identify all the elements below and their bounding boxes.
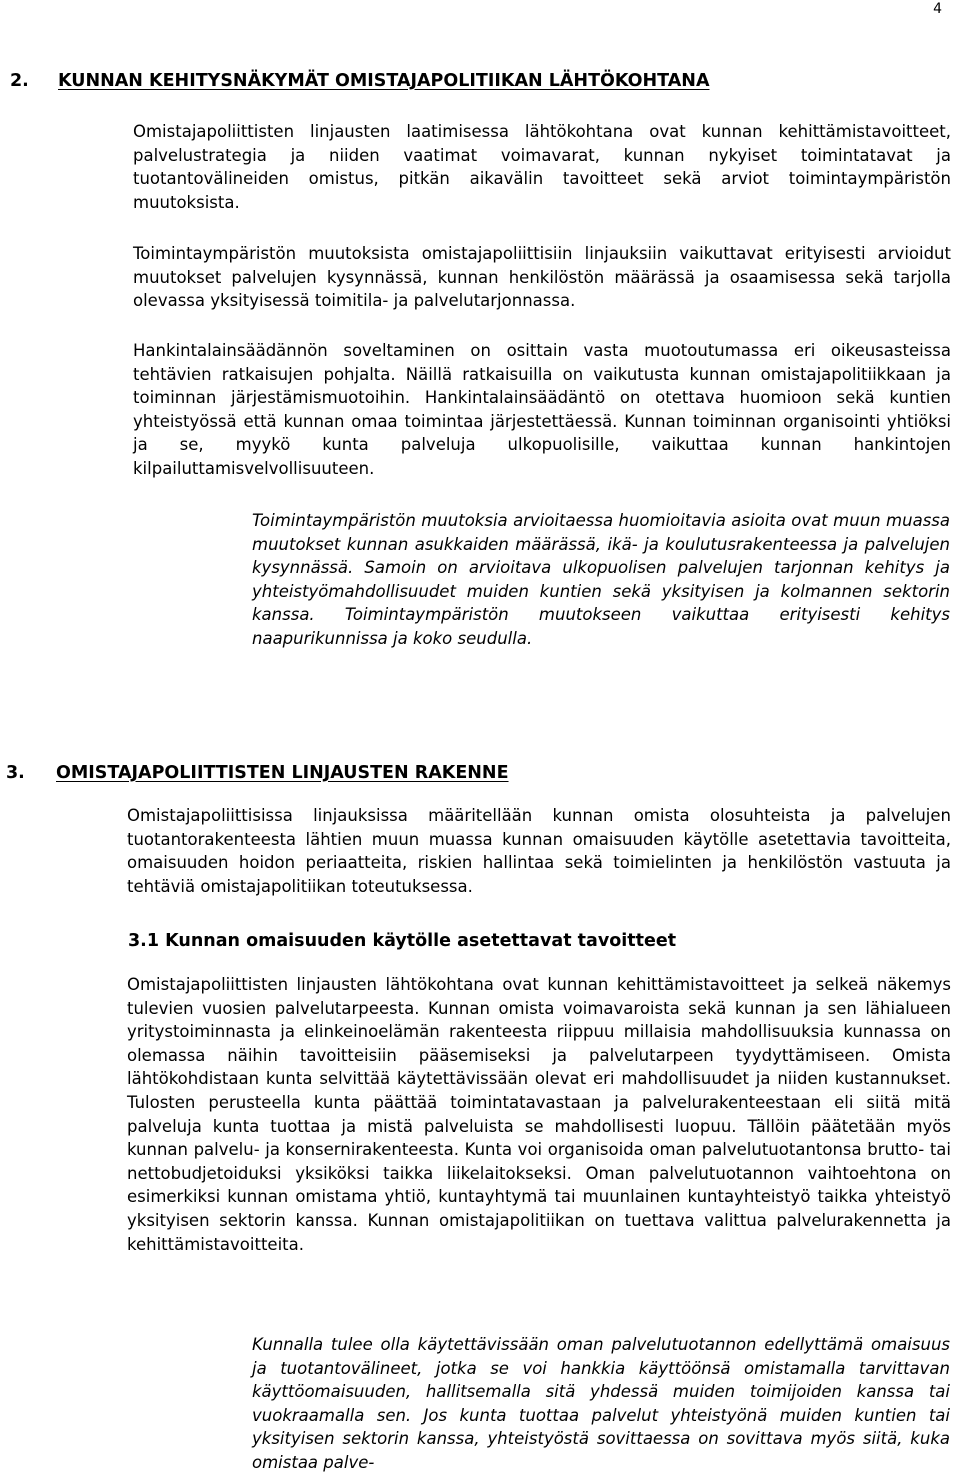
- section-2-paragraph-2: Toimintaympäristön muutoksista omistajapoliittisiin linjauksiin vaikuttavat erityisesti arvioidut muutokset palvelujen kysynnässä, kunnan henkilöstön määrässä ja osaamisessa sekä tarjolla olevassa yksityisessä toimitila- ja palvelutarjonnassa.: [133, 244, 951, 311]
- section-2-number: 2.: [10, 71, 29, 91]
- section-3-1-italic-paragraph: Kunnalla tulee olla käytettävissään oman palvelutuotannon edellyttämä omaisuus ja tuotantovälineet, jotka se voi hankkia käyttöönsä omistamalla tarvittavan käyttöomaisuuden, hallitsemalla sitä yhdessä muiden toimijoiden kanssa tai vuokraamalla sen. Jos kunta tuottaa palvelut yhteistyönä muiden kuntien tai yksityisen sektorin kanssa, yhteistyöstä sovittaessa on sovittava myös siitä, kuka omistaa palve-: [252, 1335, 950, 1472]
- section-3-1-title: Kunnan omaisuuden käytölle asetettavat tavoitteet: [165, 931, 677, 951]
- section-3-heading: [0, 762, 509, 784]
- section-3-number: 3.: [6, 763, 25, 783]
- page-number: 4: [933, 1, 942, 17]
- section-3-1-paragraph: Omistajapoliittisten linjausten lähtökohtana ovat kunnan kehittämistavoitteet ja selkeä näkemys tulevien vuosien palvelutarpeesta. Kunnan omista voimavaroista sekä kunnan ja sen lähialueen yritystoiminnasta ja elinkeinoelämän rakenteesta riippuu millaisia mahdollisuuksia kunnassa on olemassa näihin tavoitteisiin pääsemiseksi ja palvelutarpeen tyydyttämiseen. Omista lähtökohdistaan kunta selvittää käytettävissään olevat eri mahdollisuudet ja niiden kustannukset. Tulosten perusteella kunta päättää toimintatavastaan ja palvelurakenteestaan eli siitä mitä palveluja kunta tuottaa ja mistä palveluista se mahdollisesti luopuu. Tällöin päätetään myös kunnan palvelu- ja konsernirakenteesta. Kunta voi organisoida oman palvelutuotantonsa brutto- tai nettobudjetoiduksi yksiköksi taikka liikelaitokseksi. Oman palvelutuotannon vaihtoehtona on esimerkiksi kunnan omistama yhtiö, kuntayhtymä tai muunlainen kuntayhteistyö taikka yhteistyö yksityisen sektorin kanssa. Kunnan omistajapolitiikan on tuettava valittua palvelurakennetta ja kehittämistavoitteita.: [127, 975, 951, 1254]
- section-2-paragraph-1: Omistajapoliittisten linjausten laatimisessa lähtökohtana ovat kunnan kehittämistavoitteet, palvelustrategia ja niiden vaatimat voimavarat, kunnan nykyiset toimintatavat ja tuotantovälineiden omistus, pitkän aikavälin tavoitteet sekä arviot toimintaympäristön muutoksista.: [133, 122, 951, 212]
- section-2-heading: [0, 70, 710, 92]
- section-2-italic-paragraph: Toimintaympäristön muutoksia arvioitaessa huomioitavia asioita ovat muun muassa muutokset kunnan asukkaiden määrässä, ikä- ja koulutusrakenteessa ja palvelujen kysynnässä. Samoin on arvioitava ulkopuolisen palvelujen tarjonnan kehitys ja yhteistyömahdollisuudet muiden kuntien sekä yksityisen ja kolmannen sektorin kanssa. Toimintaympäristön muutokseen vaikuttaa erityisesti kehitys naapurikunnissa ja koko seudulla.: [252, 511, 950, 648]
- section-2-title: KUNNAN KEHITYSNÄKYMÄT OMISTAJAPOLITIIKAN LÄHTÖKOHTANA: [58, 71, 710, 91]
- section-3-1-number: 3.1: [128, 931, 160, 951]
- section-3-1-heading: [128, 930, 676, 952]
- section-3-paragraph: Omistajapoliittisissa linjauksissa määritellään kunnan omista olosuhteista ja palvelujen tuotantorakenteesta lähtien muun muassa kunnan omaisuuden käytölle asetettavia tavoitteita, omaisuuden hoidon periaatteita, riskien hallintaa sekä toimielinten ja henkilöstön vastuuta ja tehtäviä omistajapolitiikan toteutuksessa.: [127, 806, 951, 896]
- section-3-title: OMISTAJAPOLIITTISTEN LINJAUSTEN RAKENNE: [56, 763, 509, 783]
- section-2-paragraph-3: Hankintalainsäädännön soveltaminen on osittain vasta muotoutumassa eri oikeusasteissa tehtävien ratkaisujen pohjalta. Näillä ratkaisuilla on vaikutusta kunnan omistajapolitiikkaan ja toiminnan järjestämismuotoihin. Hankintalainsäädäntö on otettava huomioon sekä kuntien yhteistyössä että kunnan omaa toimintaa järjestettäessä. Kunnan toiminnan organisointi yhtiöksi ja se, myykö kunta palveluja ulkopuolisille, vaikuttaa kunnan hankintojen kilpailuttamisvelvollisuuteen.: [133, 341, 951, 478]
